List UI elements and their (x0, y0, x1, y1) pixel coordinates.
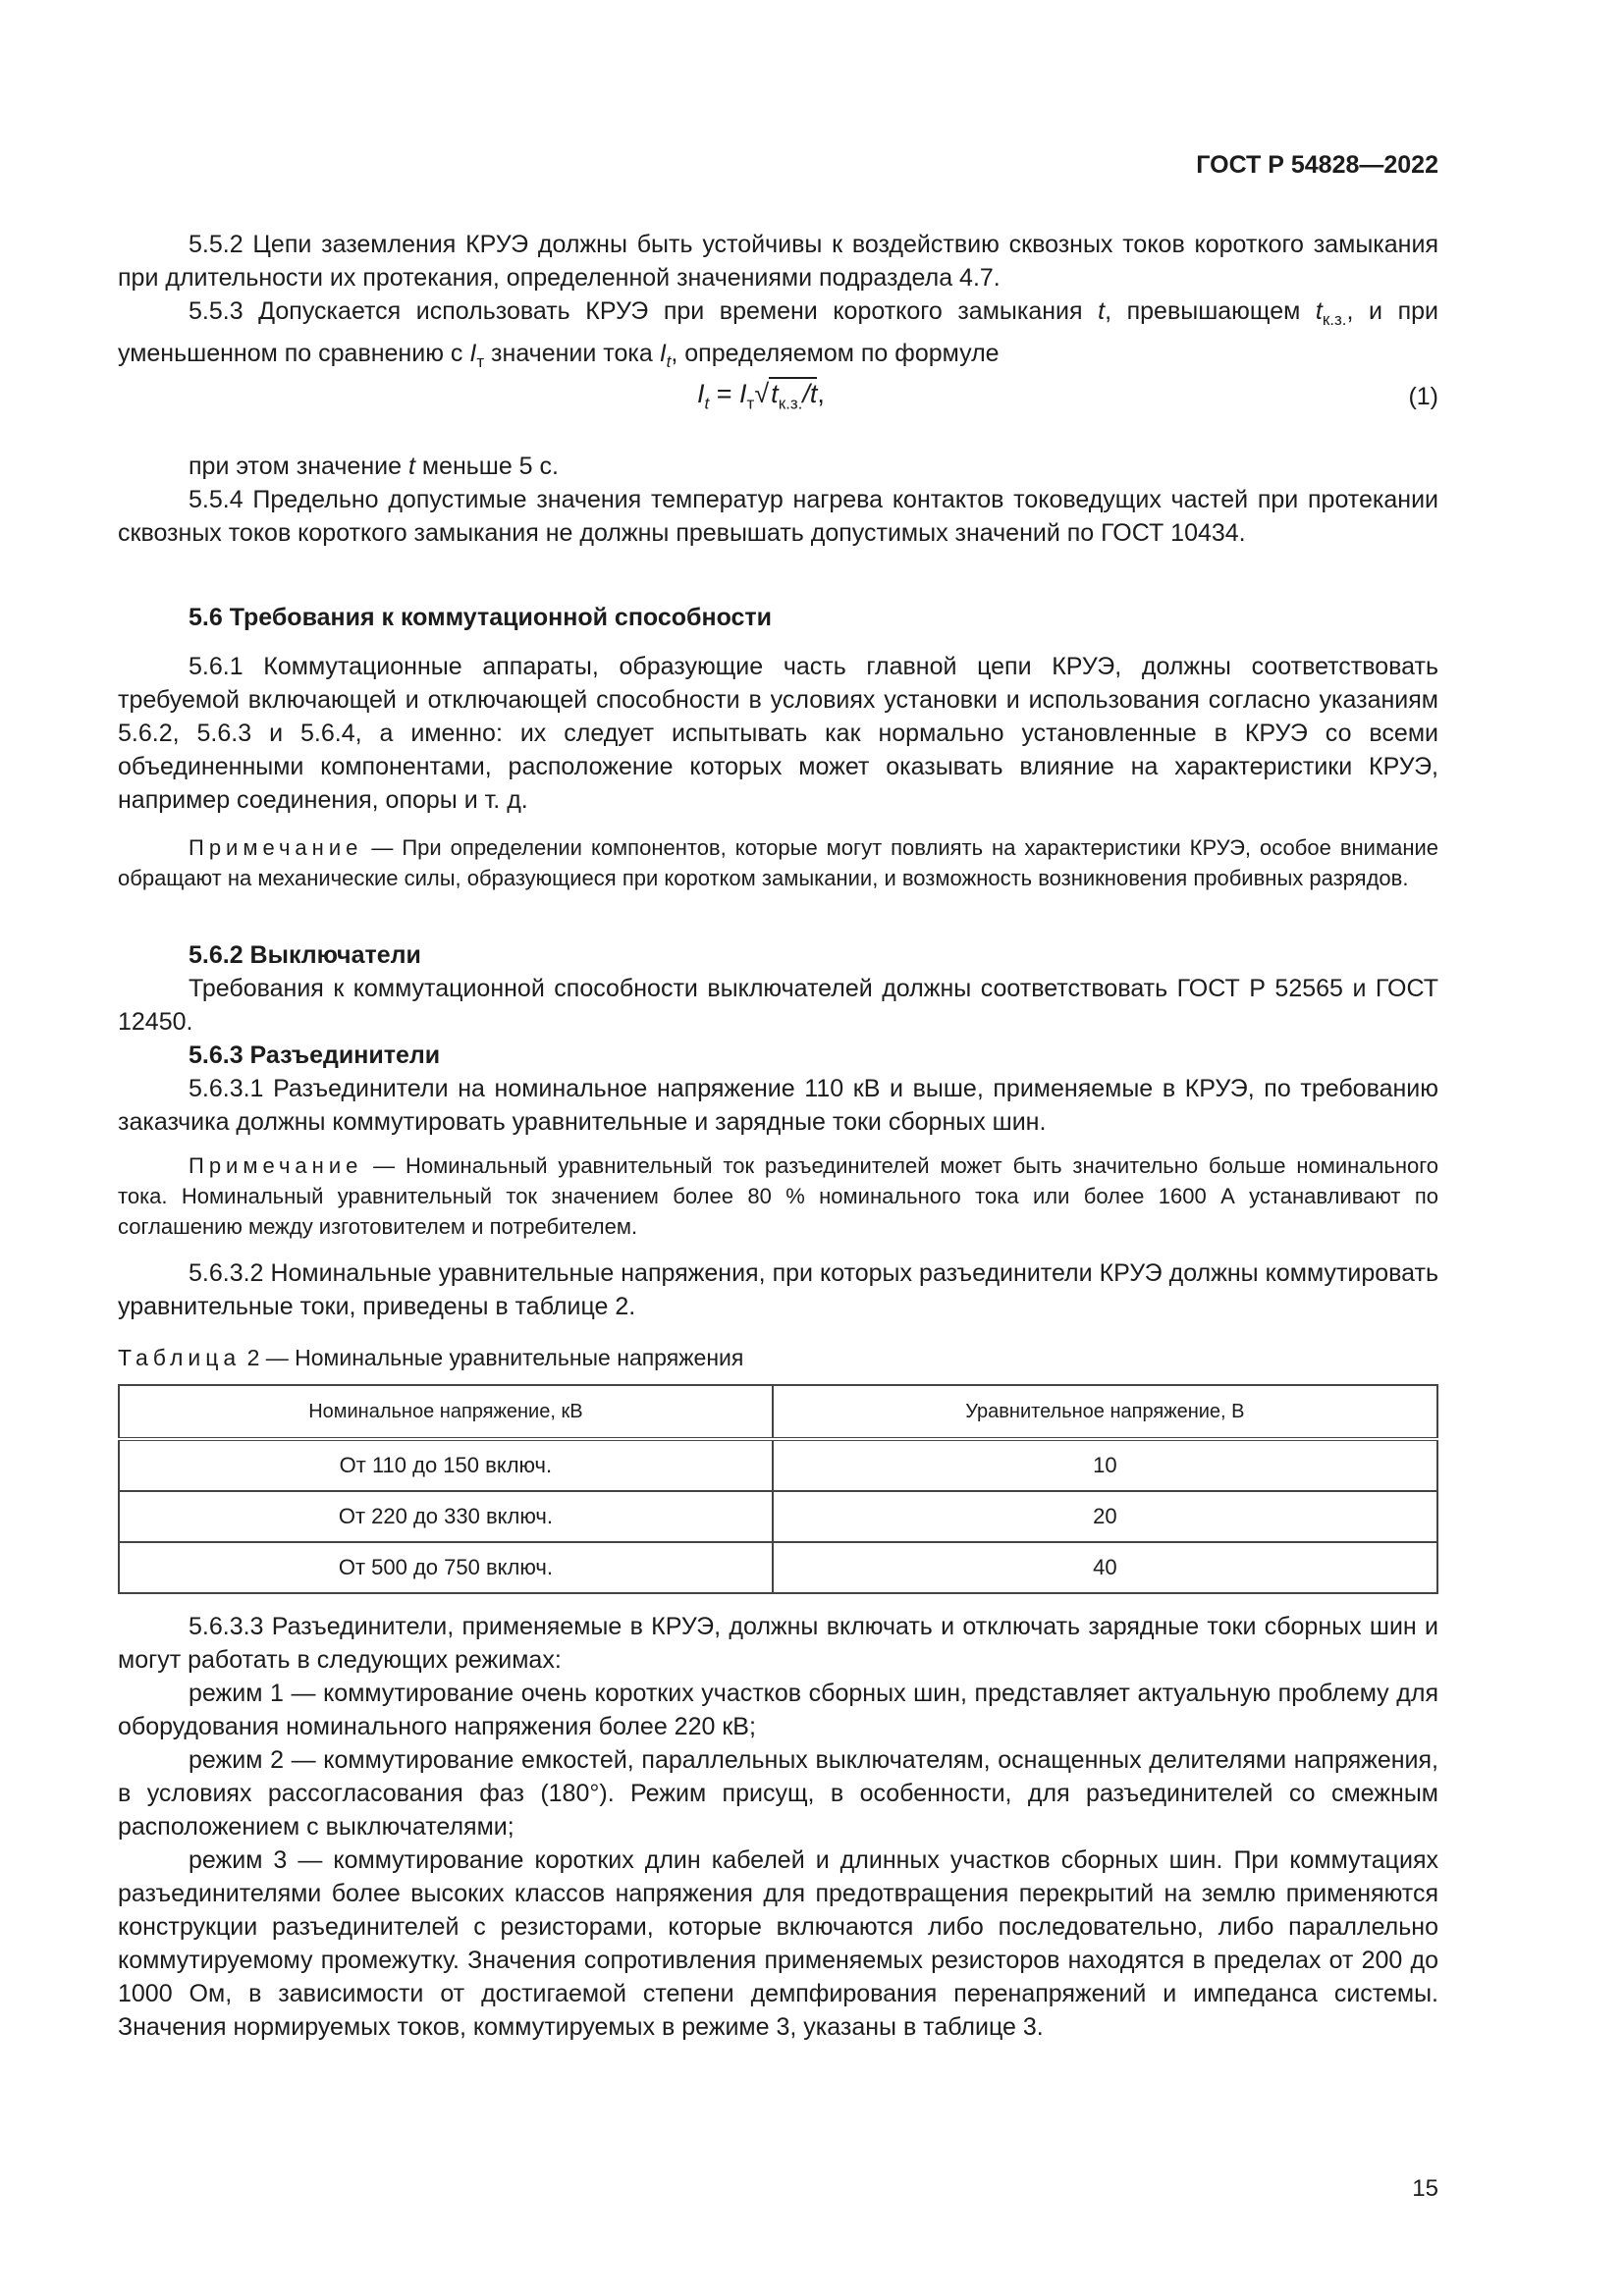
clause-5-6-3-2 (118, 1256, 1438, 1323)
note-2: Примечание — Номинальный уравнительный ток разъединителей может быть значительно больше номинального тока. Номинальный уравнительный ток значением более 80 % номинального тока или более 1600 А устанавливают по соглашению между изготовителем и потребителем. (118, 1153, 1438, 1239)
table-cell: 10 (773, 1439, 1437, 1491)
clause-5-5-3 (118, 294, 1438, 379)
clause-5-6-3-heading: 5.6.3 Разъединители (189, 1041, 441, 1069)
clause-5-6-3-3-text: 5.6.3.3 Разъединители, применяемые в КРУЭ, должны включать и отключать зарядные токи сборных шин и могут работать в следующих режимах: (118, 1613, 1438, 1674)
section-5-6-heading: 5.6 Требования к коммутационной способности (189, 604, 773, 631)
clause-5-5-3-text: 5.5.3 Допускается использовать КРУЭ при времени короткого замыкания t, превышающем $t_{к.з.}$, и при уменьшенном по сравнению с $I_т$ значении тока $I_t$, определяемом по формуле (118, 297, 1439, 371)
clause-5-6-3-3 (118, 1610, 1438, 2044)
table-2-caption: Таблица 2 — Номинальные уравнительные напряжения (118, 1345, 744, 1370)
mode-3: режим 3 — коммутирование коротких длин кабелей и длинных участков сборных шин. При коммутациях разъединителями более высоких классов напряжения для предотвращения перекрытий на землю применяются конструкции разъединителей с резисторами, которые включаются либо последовательно, либо параллельно коммутируемому промежутку. Значения сопротивления применяемых резисторов находятся в пределах от 200 до 1000 Ом, в зависимости от достигаемой степени демпфирования перенапряжений и импеданса системы. Значения нормируемых токов, коммутируемых в режиме 3, указаны в таблице 3. (118, 1846, 1438, 2041)
table-cell: От 500 до 750 включ. (119, 1542, 773, 1593)
note-1: Примечание — При определении компонентов, которые могут повлиять на характеристики КРУЭ, особое внимание обращают на механические силы, образующиеся при коротком замыкании, и возможность возникновения пробивных разрядов. (118, 835, 1438, 890)
table-cell: 40 (773, 1542, 1437, 1593)
page-number: 15 (1412, 2175, 1438, 2202)
table-row (119, 1439, 1437, 1491)
table-row (119, 1491, 1437, 1542)
radicand: $t_{к.з.}/t$ (771, 379, 818, 413)
formula-number: (1) (1408, 383, 1438, 410)
clause-5-6-2-text: Требования к коммутационной способности выключателей должны соответствовать ГОСТ Р 52565 и ГОСТ 12450. (118, 975, 1438, 1036)
table-cell: От 220 до 330 включ. (119, 1491, 773, 1542)
clause-5-6-2 (118, 972, 1438, 1039)
table-row (119, 1542, 1437, 1593)
clause-5-5-2 (118, 228, 1438, 294)
clause-5-6-2-heading: 5.6.2 Выключатели (189, 941, 421, 969)
mode-2: режим 2 — коммутирование емкостей, параллельных выключателям, оснащенных делителями напряжения, в условиях рассогласования фаз (180°). Режим присущ, в особенности, для разъединителей со смежным расположением с выключателями; (118, 1746, 1438, 1841)
table-cell: 20 (773, 1491, 1437, 1542)
formula-expression: $I_t = I_т√t_{к.з.}/t$, (697, 379, 825, 413)
clause-5-5-4-text: 5.5.4 Предельно допустимые значения температур нагрева контактов токоведущих частей при протекании сквозных токов короткого замыкания не должны превышать допустимых значений по ГОСТ 10434. (118, 486, 1438, 547)
column-header: Номинальное напряжение, кВ (119, 1385, 773, 1439)
clause-5-6-3-1 (118, 1072, 1438, 1139)
clause-5-6-1-text: 5.6.1 Коммутационные аппараты, образующие часть главной цепи КРУЭ, должны соответствовать требуемой включающей и отключающей способности в условиях установки и использования согласно указаниям 5.6.2, 5.6.3 и 5.6.4, а именно: их следует испытывать как нормально установленные в КРУЭ со всеми объединенными компонентами, расположение которых может оказывать влияние на характеристики КРУЭ, например соединения, опоры и т. д. (118, 653, 1438, 814)
clause-5-5-3-condition: при этом значение t меньше 5 с. (189, 453, 559, 480)
table-2 (118, 1384, 1438, 1594)
column-header: Уравнительное напряжение, В (773, 1385, 1437, 1439)
note-label: Примечание (189, 835, 363, 860)
formula-1 (118, 373, 1438, 432)
table-cell: От 110 до 150 включ. (119, 1439, 773, 1491)
clause-5-5-2-text: 5.5.2 Цепи заземления КРУЭ должны быть устойчивы к воздействию сквозных токов короткого замыкания при длительности их протекания, определенной значениями подраздела 4.7. (118, 231, 1438, 292)
note-label: Примечание (189, 1153, 363, 1178)
clause-5-6-3-2-text: 5.6.3.2 Номинальные уравнительные напряжения, при которых разъединители КРУЭ должны коммутировать уравнительные токи, приведены в таблице 2. (118, 1259, 1438, 1320)
data-table (118, 1384, 1438, 1594)
clause-5-6-3-1-text: 5.6.3.1 Разъединители на номинальное напряжение 110 кВ и выше, применяемые в КРУЭ, по требованию заказчика должны коммутировать уравнительные и зарядные токи сборных шин. (118, 1075, 1438, 1136)
sqrt-icon: √ (754, 379, 770, 408)
mode-1: режим 1 — коммутирование очень коротких участков сборных шин, представляет актуальную проблему для оборудования номинального напряжения более 220 кВ; (118, 1680, 1438, 1740)
table-header-row (119, 1385, 1437, 1439)
clause-5-6-1 (118, 650, 1438, 817)
clause-5-5-4 (118, 483, 1438, 550)
document-header: ГОСТ Р 54828—2022 (1196, 151, 1438, 179)
